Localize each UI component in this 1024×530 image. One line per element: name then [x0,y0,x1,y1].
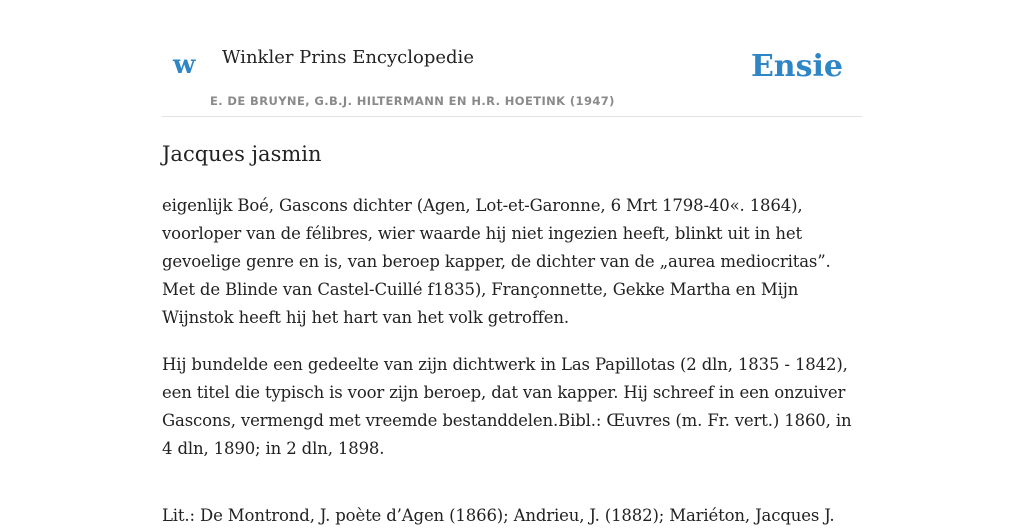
article-paragraph: Lit.: De Montrond, J. poète d’Agen (1866); Andrieu, J. (1882); Mariéton, Jacques J. [162,506,835,525]
book-authors: E. DE BRUYNE, G.B.J. HILTERMANN EN H.R. HOETINK (1947) [210,94,615,108]
header [162,0,862,117]
article-title: Jacques jasmin [162,142,322,166]
article-paragraph: eigenlijk Boé, Gascons dichter (Agen, Lot-et-Garonne, 6 Mrt 1798-40«. 1864), voorloper van de félibres, wier waarde hij niet ingezien heeft, blinkt uit in het gevoelige genre en is, van beroep kapper, de dichter van de „aurea mediocritas”. Met de Blinde van Castel-Cuillé f1835), Françonnette, Gekke Martha en Mijn Wijnstok heeft hij het hart van het volk getroffen. [162,196,831,327]
article-paragraph: Hij bundelde een gedeelte van zijn dichtwerk in Las Papillotas (2 dln, 1835 - 1842), een titel die typisch is voor zijn beroep, dat van kapper. Hij schreef in een onzuiver Gascons, vermengd met vreemde bestanddelen.Bibl.: Œuvres (m. Fr. vert.) 1860, in 4 dln, 1890; in 2 dln, 1898. [162,355,852,458]
ensie-logo[interactable]: Ensie [750,49,843,84]
article [162,138,862,530]
book-title[interactable]: Winkler Prins Encyclopedie [222,47,474,68]
book-logo[interactable]: w [173,50,196,80]
